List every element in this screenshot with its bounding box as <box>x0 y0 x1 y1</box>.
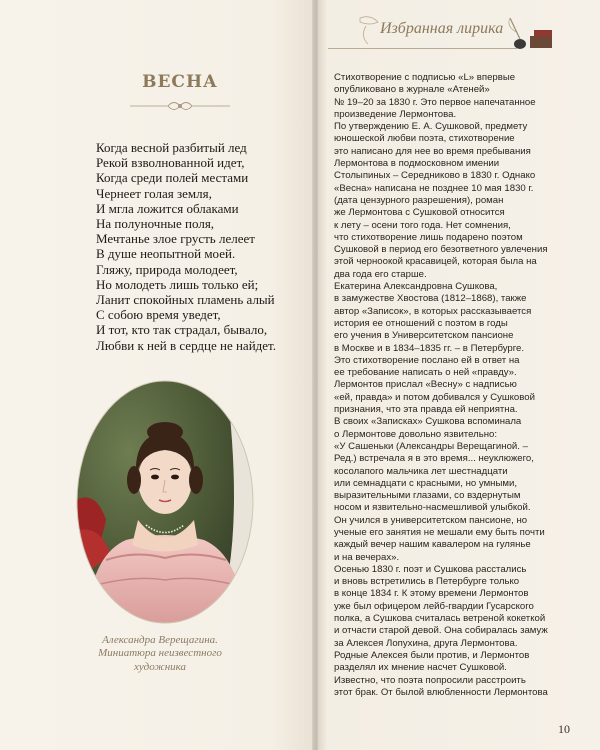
body-line: произведение Лермонтова. <box>334 108 457 120</box>
book-gutter <box>312 0 318 750</box>
body-line: Столыпиных – Середниково в 1830 г. Однако <box>334 170 536 182</box>
body-line: Лермонтова в подмосковном имении <box>334 158 500 170</box>
body-line: «Весна» написана не позднее 10 мая 1830 г. <box>334 182 534 194</box>
poem-title: ВЕСНА <box>142 72 218 92</box>
body-line: разделял их мнение насчет Сушковой. <box>334 662 507 674</box>
body-line: носом и язвительно-насмешливой улыбкой. <box>334 502 531 514</box>
poem-line: Когда среди полей местами <box>96 170 249 186</box>
body-line: в Москве и в 1834–1835 гг. – в Петербурге. <box>334 342 525 354</box>
body-line: опубликовано в журнале «Атеней» <box>334 84 490 96</box>
body-line: каждый вечер нашим кавалером на гулянье <box>334 539 531 551</box>
body-line: к лету – осени того года. Нет сомнения, <box>334 219 511 231</box>
body-line: Он учился в университетском пансионе, но <box>334 514 528 526</box>
body-line: (дата цензурного разрешения), роман <box>334 194 504 206</box>
body-line: Осенью 1830 г. поэт и Сушкова расстались <box>334 563 527 575</box>
poem-line: И тот, кто так страдал, бывало, <box>96 322 268 338</box>
body-line: это написано для нее во время пребывания <box>334 145 531 157</box>
portrait-caption <box>60 634 260 674</box>
body-line: признания, что эта правда ей неприятна. <box>334 404 518 416</box>
body-line: юношеской любви поэта, стихотворение <box>334 133 515 145</box>
poem-line: Рекой взволнованной идет, <box>96 155 245 171</box>
body-line: полка, а Сушкова считалась ветреной кокеткой <box>334 613 546 625</box>
body-line: же Лермонтова с Сушковой относится <box>334 207 505 219</box>
page-number: 10 <box>558 722 570 736</box>
body-line: и отчасти старой девой. Она собиралась замуж <box>334 625 548 637</box>
caption-line: Миниатюра неизвестного <box>98 647 222 660</box>
poem-line: Когда весной разбитый лед <box>96 140 247 155</box>
poem-line: Любви к ней в сердце не найдет. <box>96 337 276 353</box>
body-line: автор «Записок», в которых рассказывается <box>334 305 532 317</box>
portrait-miniature <box>76 380 254 624</box>
body-line: В своих «Записках» Сушкова вспоминала <box>334 416 522 428</box>
body-line: этот брак. От былой влюбленности Лермонтова <box>334 686 548 698</box>
poem-line: Гляжу, природа молодеет, <box>96 261 238 277</box>
poem-line: Но молодеть лишь только ей; <box>96 276 259 292</box>
header-rule <box>328 48 518 49</box>
section-header: Избранная лирика <box>380 20 504 37</box>
poem-line: В душе неопытной моей. <box>96 246 236 262</box>
title-ornament <box>128 96 232 116</box>
body-line: два года его старше. <box>334 268 427 280</box>
body-line: выразительными глазами, со вздернутым <box>334 490 521 502</box>
poem-text <box>96 140 306 353</box>
poem-line: Чернеет голая земля, <box>96 185 212 201</box>
body-line: Родные Алексея были против, и Лермонтов <box>334 649 530 661</box>
body-line: история ее отношений с поэтом в годы <box>334 317 508 329</box>
body-line: его учения в Университетском пансионе <box>334 330 514 342</box>
body-line: уже был офицером лейб-гвардии Гусарского <box>334 600 534 612</box>
body-line: Известно, что поэта попросили расстроить <box>334 674 526 686</box>
commentary-text <box>334 72 570 699</box>
body-line: Это стихотворение послано ей в ответ на <box>334 354 520 366</box>
body-line: в конце 1834 г. К этому времени Лермонтов <box>334 588 529 600</box>
body-line: «ей, правда» и потом добивался у Сушковой <box>334 391 535 403</box>
poem-line: С собою время уведет, <box>96 307 221 323</box>
body-line: «У Сашеньки (Александры Верещагиной. – <box>334 440 528 452</box>
body-line: Ред.) встречала я в это время... неуклюжего, <box>334 453 534 465</box>
body-line: Лермонтов прислал «Весну» с надписью <box>334 379 517 391</box>
body-line: о Лермонтове довольно язвительно: <box>334 428 497 440</box>
body-line: косолапого мальчика лет шестнадцати <box>334 465 508 477</box>
body-line: в замужестве Хвостова (1812–1868), также <box>334 293 527 305</box>
body-line: и вновь встретились в Петербурге только <box>334 576 520 588</box>
caption-line: Александра Верещагина. <box>102 634 218 646</box>
poem-line: Ланит спокойных пламень алый <box>96 292 275 308</box>
body-line: По утверждению Е. А. Сушковой, предмету <box>334 121 528 133</box>
body-line: № 19–20 за 1830 г. Это первое напечатанное <box>334 96 536 108</box>
body-line: или семнадцати с красными, но умными, <box>334 477 517 489</box>
poem-line: На полуночные поля, <box>96 216 215 232</box>
body-line: что стихотворение лишь подарено поэтом <box>334 231 523 243</box>
body-line: ее требование написать о ней «правду». <box>334 367 517 379</box>
body-line: Екатерина Александровна Сушкова, <box>334 281 498 293</box>
body-line: и на вечерах». <box>334 551 400 563</box>
body-line: Стихотворение с подписью «L» впервые <box>334 72 516 83</box>
poem-line: Мечтанье злое грусть лелеет <box>96 231 255 247</box>
body-line: за Алексея Лопухина, друга Лермонтова. <box>334 637 518 649</box>
caption-line: художника <box>133 660 187 673</box>
body-line: Сушковой в период его безответного увлечения <box>334 244 548 256</box>
body-line: этой черноокой красавицей, которая была на <box>334 256 537 268</box>
body-line: ученые его занятия не мешали ему быть почти <box>334 526 545 538</box>
poem-line: И мгла ложится облаками <box>96 200 239 216</box>
